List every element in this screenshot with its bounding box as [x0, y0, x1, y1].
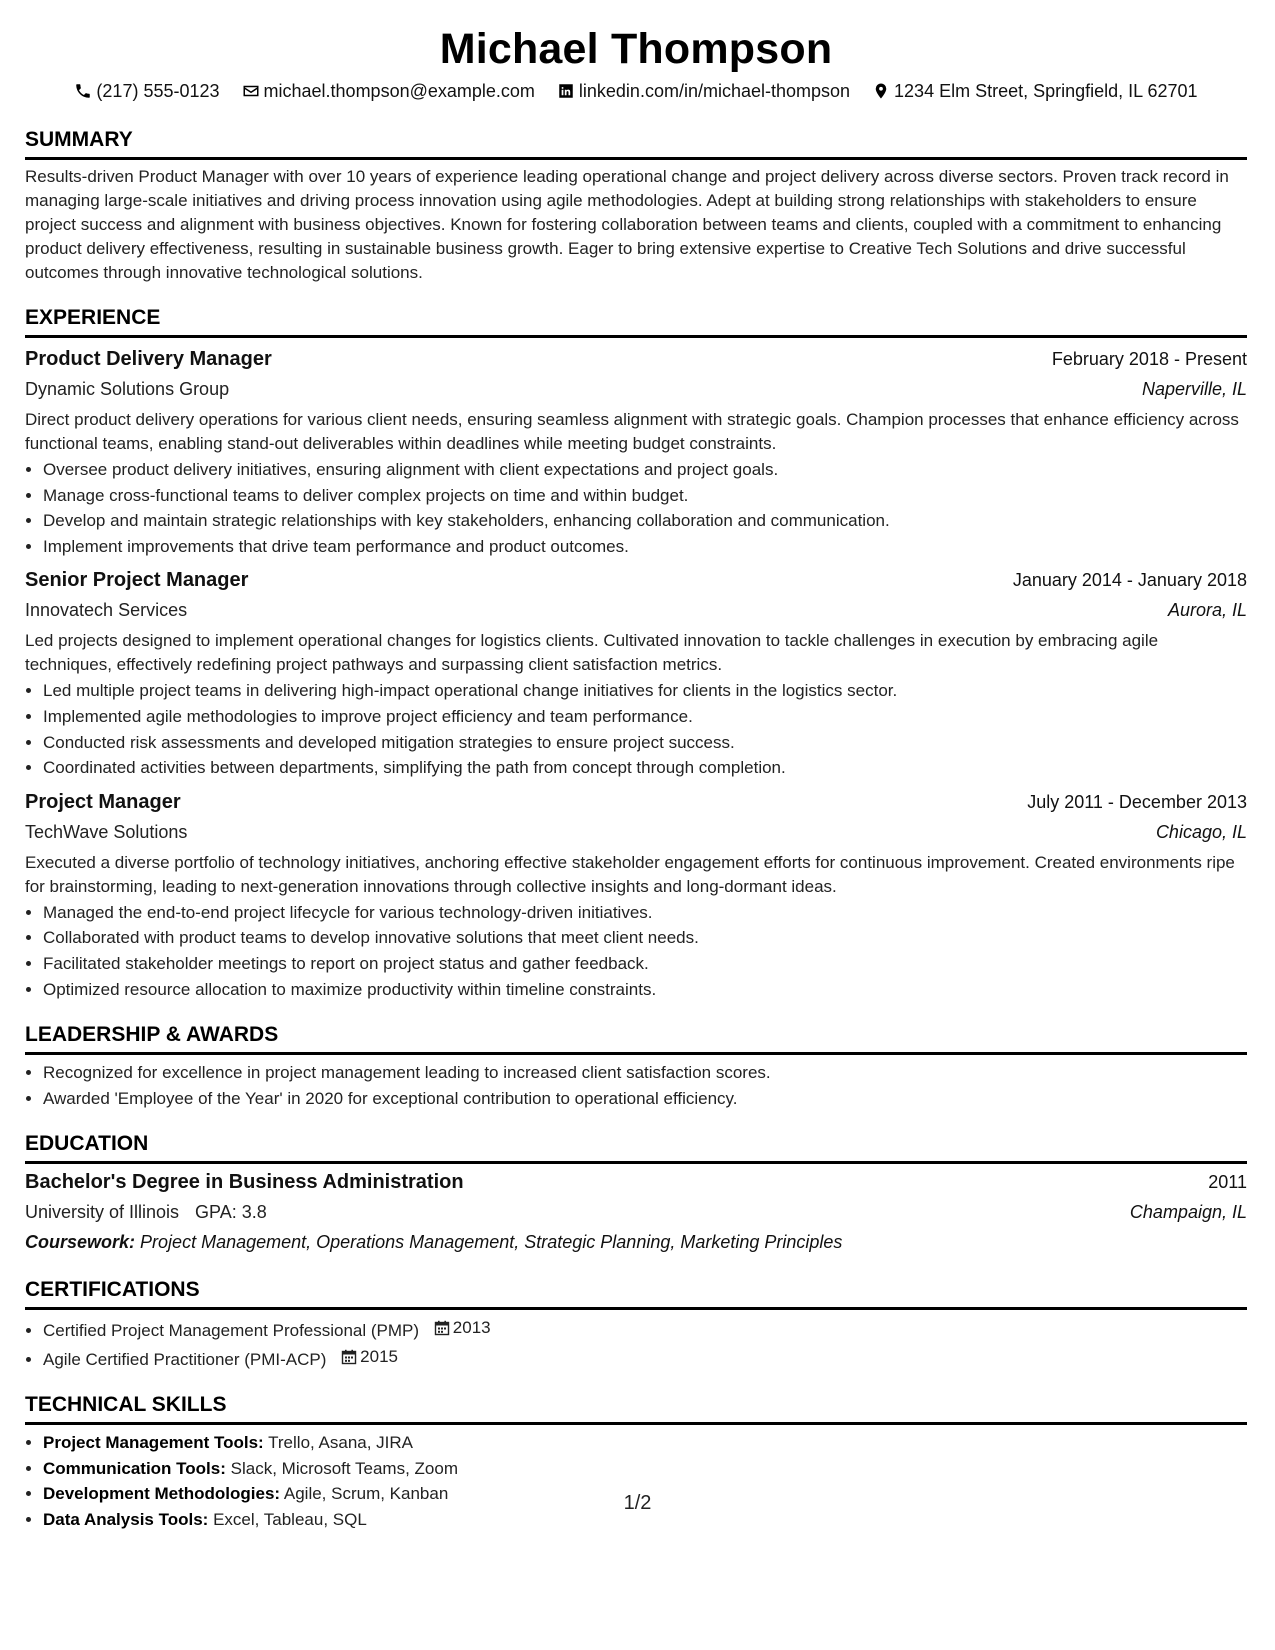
section-title-skills: TECHNICAL SKILLS [25, 1392, 1247, 1425]
section-education [25, 1131, 1247, 1257]
list-item [43, 1344, 1247, 1372]
linkedin-text: linkedin.com/in/michael-thompson [578, 81, 851, 101]
list-item: • Conducted risk assessments and developed mitigation strategies to ensure project success. [43, 730, 1247, 756]
skill-label: Development Methodologies: [43, 1484, 281, 1504]
job-description: Led projects designed to implement operational changes for logistics clients. Cultivated innovation to tackle challenges in execution by embracing agile techniques, effectively redefining project pathways and surpassing client satisfaction metrics. [25, 631, 1159, 675]
gpa: GPA: 3.8 [195, 1202, 267, 1223]
section-certifications [25, 1277, 1247, 1372]
list-item: • Collaborated with product teams to develop innovative solutions that meet client needs. [43, 925, 1247, 951]
list-item: • Manage cross-functional teams to deliver complex projects on time and within budget. [43, 483, 1247, 509]
job-company: TechWave Solutions [25, 821, 188, 842]
list-item: • Develop and maintain strategic relationships with key stakeholders, enhancing collaboration and communication. [43, 508, 1247, 534]
phone-icon [74, 82, 92, 100]
section-leadership [25, 1022, 1247, 1111]
list-item: • Optimized resource allocation to maximize productivity within timeline constraints. [43, 977, 1247, 1003]
job-description: Direct product delivery operations for various client needs, ensuring seamless alignment with strategic goals. Champion processes that enhance efficiency across functional teams, enabling stand-out deliverables within deadlines while meeting budget constraints. [25, 410, 1239, 453]
school-name: University of Illinois [25, 1202, 180, 1223]
job-title: Project Manager [25, 790, 181, 813]
linkedin-icon [557, 82, 575, 100]
job-location: Aurora, IL [1167, 600, 1247, 621]
school-info [25, 1197, 267, 1227]
cert-year: 2013 [452, 1318, 491, 1338]
cert-date [434, 1315, 491, 1341]
skill-value: Trello, Asana, JIRA [268, 1433, 414, 1453]
list-item: • Implement improvements that drive team performance and product outcomes. [43, 534, 1247, 560]
job-entry [25, 787, 1247, 1002]
coursework-label: Coursework: [25, 1232, 136, 1253]
contact-address [872, 79, 1198, 103]
list-item: • Managed the end-to-end project lifecycle for various technology-driven initiatives. [43, 900, 1247, 926]
cert-name: Certified Project Management Professional (PMP) [43, 1321, 420, 1341]
calendar-icon [341, 1349, 357, 1365]
skill-label: Communication Tools: [43, 1458, 226, 1478]
page-number: 1/2 [623, 1492, 652, 1514]
awards-list [25, 1060, 1247, 1111]
list-item: • Recognized for excellence in project management leading to increased client satisfaction scores. [43, 1060, 1247, 1086]
map-marker-icon [872, 82, 890, 100]
candidate-name: Michael Thompson [439, 25, 833, 73]
job-description: Executed a diverse portfolio of technology initiatives, anchoring effective stakeholder engagement efforts for continuous improvement. Created environments ripe for brainstorming, leading to next-generation innovations through collective insights and long-dormant ideas. [25, 852, 1235, 896]
list-item [43, 1430, 1247, 1456]
section-title-education: EDUCATION [25, 1131, 1247, 1164]
phone-text: (217) 555-0123 [96, 81, 220, 101]
cert-name: Agile Certified Practitioner (PMI-ACP) [43, 1349, 327, 1369]
resume-page [25, 0, 1247, 1532]
job-bullets [25, 457, 1247, 559]
skill-value: Excel, Tableau, SQL [213, 1509, 367, 1529]
contact-phone [74, 79, 219, 103]
job-location: Chicago, IL [1155, 821, 1247, 842]
list-item: • Implemented agile methodologies to improve project efficiency and team performance. [43, 704, 1247, 730]
job-company: Innovatech Services [25, 600, 188, 621]
job-entry [25, 344, 1247, 559]
skill-value: Slack, Microsoft Teams, Zoom [230, 1458, 458, 1478]
skill-label: Project Management Tools: [43, 1433, 264, 1453]
job-bullets [25, 678, 1247, 780]
cert-date [341, 1344, 398, 1370]
skills-list [25, 1430, 1247, 1532]
skill-value: Agile, Scrum, Kanban [283, 1484, 449, 1504]
contact-linkedin[interactable] [557, 79, 850, 103]
job-dates: January 2014 - January 2018 [1012, 570, 1247, 591]
graduation-year: 2011 [1208, 1172, 1247, 1193]
skill-label: Data Analysis Tools: [43, 1509, 209, 1529]
job-location: Naperville, IL [1141, 379, 1247, 399]
summary-text: Results-driven Product Manager with over 10 years of experience leading operational change and project delivery across diverse sectors. Proven track record in managing large-scale initiatives and driving process innovation using agile methodologies. Adept at building strong relationships with stakeholders to ensure project success and alignment with business objectives. Known for fostering collaboration between teams and clients, coupled with a commitment to enhancing product delivery effectiveness, resulting in sustainable business growth. Eager to bring extensive expertise to Creative Tech Solutions and drive successful outcomes through innovative technological solutions. [25, 167, 1229, 282]
contact-email[interactable] [242, 79, 535, 103]
envelope-icon [242, 82, 260, 100]
list-item: • Oversee product delivery initiatives, ensuring alignment with client expectations and project goals. [43, 457, 1247, 483]
job-bullets [25, 900, 1247, 1002]
job-dates: February 2018 - Present [1051, 349, 1247, 369]
job-title: Senior Project Manager [25, 569, 249, 592]
section-title-certifications: CERTIFICATIONS [25, 1277, 1247, 1310]
list-item: • Led multiple project teams in delivering high-impact operational change initiatives for clients in the logistics sector. [43, 678, 1247, 704]
school-location: Champaign, IL [1129, 1202, 1247, 1223]
list-item: • Awarded 'Employee of the Year' in 2020 for exceptional contribution to operational efficiency. [43, 1086, 1247, 1112]
list-item: • Facilitated stakeholder meetings to report on project status and gather feedback. [43, 951, 1247, 977]
section-title-summary: SUMMARY [25, 127, 1247, 160]
list-item: • Coordinated activities between departments, simplifying the path from concept through completion. [43, 755, 1247, 781]
section-title-leadership: LEADERSHIP & AWARDS [25, 1022, 1247, 1055]
list-item [43, 1456, 1247, 1482]
cert-year: 2015 [360, 1346, 398, 1366]
contact-bar [25, 79, 1247, 103]
section-experience [25, 305, 1247, 1002]
job-entry [25, 565, 1247, 780]
coursework [25, 1227, 1247, 1257]
list-item [43, 1315, 1247, 1343]
address-text: 1234 Elm Street, Springfield, IL 62701 [894, 81, 1198, 101]
certifications-list [25, 1315, 1247, 1372]
degree-title: Bachelor's Degree in Business Administration [25, 1171, 464, 1194]
coursework-list: Project Management, Operations Management, Strategic Planning, Marketing Principles [140, 1232, 843, 1253]
calendar-icon [434, 1320, 450, 1336]
job-company: Dynamic Solutions Group [25, 379, 230, 399]
job-title: Product Delivery Manager [25, 348, 272, 370]
section-title-experience: EXPERIENCE [25, 305, 1247, 338]
job-dates: July 2011 - December 2013 [1027, 791, 1247, 812]
email-text: michael.thompson@example.com [263, 81, 535, 101]
